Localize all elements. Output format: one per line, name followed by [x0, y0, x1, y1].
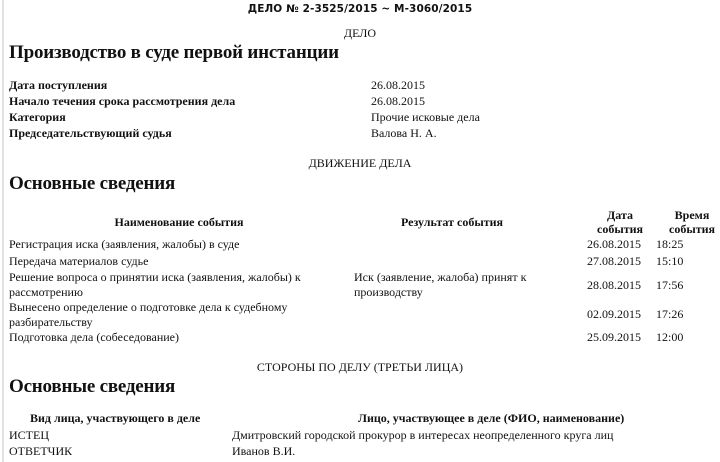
- event-name: Регистрация иска (заявления, жалобы) в суде: [9, 237, 240, 251]
- event-result: Иск (заявление, жалоба) принят к производству: [354, 270, 527, 299]
- column-header-time: Время события: [669, 208, 715, 236]
- event-name: Вынесено определение о подготовке дела к судебному разбирательству: [9, 300, 288, 329]
- event-name: Передача материалов судье: [9, 254, 149, 268]
- section-label-movement: ДВИЖЕНИЕ ДЕЛА: [308, 156, 412, 170]
- party-person: Иванов В.И.: [232, 444, 296, 458]
- info-value: 26.08.2015: [371, 78, 425, 92]
- party-type: ОТВЕТЧИК: [9, 444, 73, 458]
- party-type: ИСТЕЦ: [9, 428, 49, 442]
- event-time: 15:10: [656, 254, 684, 268]
- column-header-date: Дата события: [597, 208, 643, 236]
- column-header-event: Наименование события: [114, 215, 244, 229]
- event-date: 25.09.2015: [587, 330, 641, 344]
- column-header-result: Результат события: [400, 215, 503, 229]
- heading-movement-main-info: Основные сведения: [9, 173, 176, 194]
- event-date: 26.08.2015: [587, 237, 641, 251]
- info-label: Дата поступления: [9, 78, 108, 92]
- party-person: Дмитровский городской прокурор в интересах неопределенного круга лиц: [232, 428, 614, 442]
- event-time: 17:56: [656, 278, 684, 292]
- event-time: 17:26: [656, 307, 684, 321]
- event-date: 27.08.2015: [587, 254, 641, 268]
- left-border: [2, 0, 4, 462]
- section-label-parties: СТОРОНЫ ПО ДЕЛУ (ТРЕТЬИ ЛИЦА): [256, 360, 464, 374]
- info-value: Валова Н. А.: [371, 126, 437, 140]
- event-name: Подготовка дела (собеседование): [9, 330, 180, 344]
- event-date: 02.09.2015: [587, 307, 641, 321]
- heading-first-instance: Производство в суде первой инстанции: [9, 42, 339, 63]
- event-name: Решение вопроса о принятии иска (заявления, жалобы) к рассмотрению: [9, 270, 301, 299]
- event-time: 12:00: [656, 330, 684, 344]
- event-time: 18:25: [656, 237, 684, 251]
- info-label: Председательствующий судья: [9, 126, 172, 140]
- case-number-title: ДЕЛО № 2-3525/2015 ~ М-3060/2015: [247, 3, 473, 15]
- section-label-delo: ДЕЛО: [343, 26, 377, 40]
- heading-parties-main-info: Основные сведения: [9, 376, 176, 397]
- event-date: 28.08.2015: [587, 278, 641, 292]
- info-value: Прочие исковые дела: [371, 110, 480, 124]
- info-label: Категория: [9, 110, 66, 124]
- column-header-party-person: Лицо, участвующее в деле (ФИО, наименование): [358, 411, 625, 425]
- column-header-party-type: Вид лица, участвующего в деле: [30, 411, 201, 425]
- info-value: 26.08.2015: [371, 94, 425, 108]
- info-label: Начало течения срока рассмотрения дела: [9, 94, 236, 108]
